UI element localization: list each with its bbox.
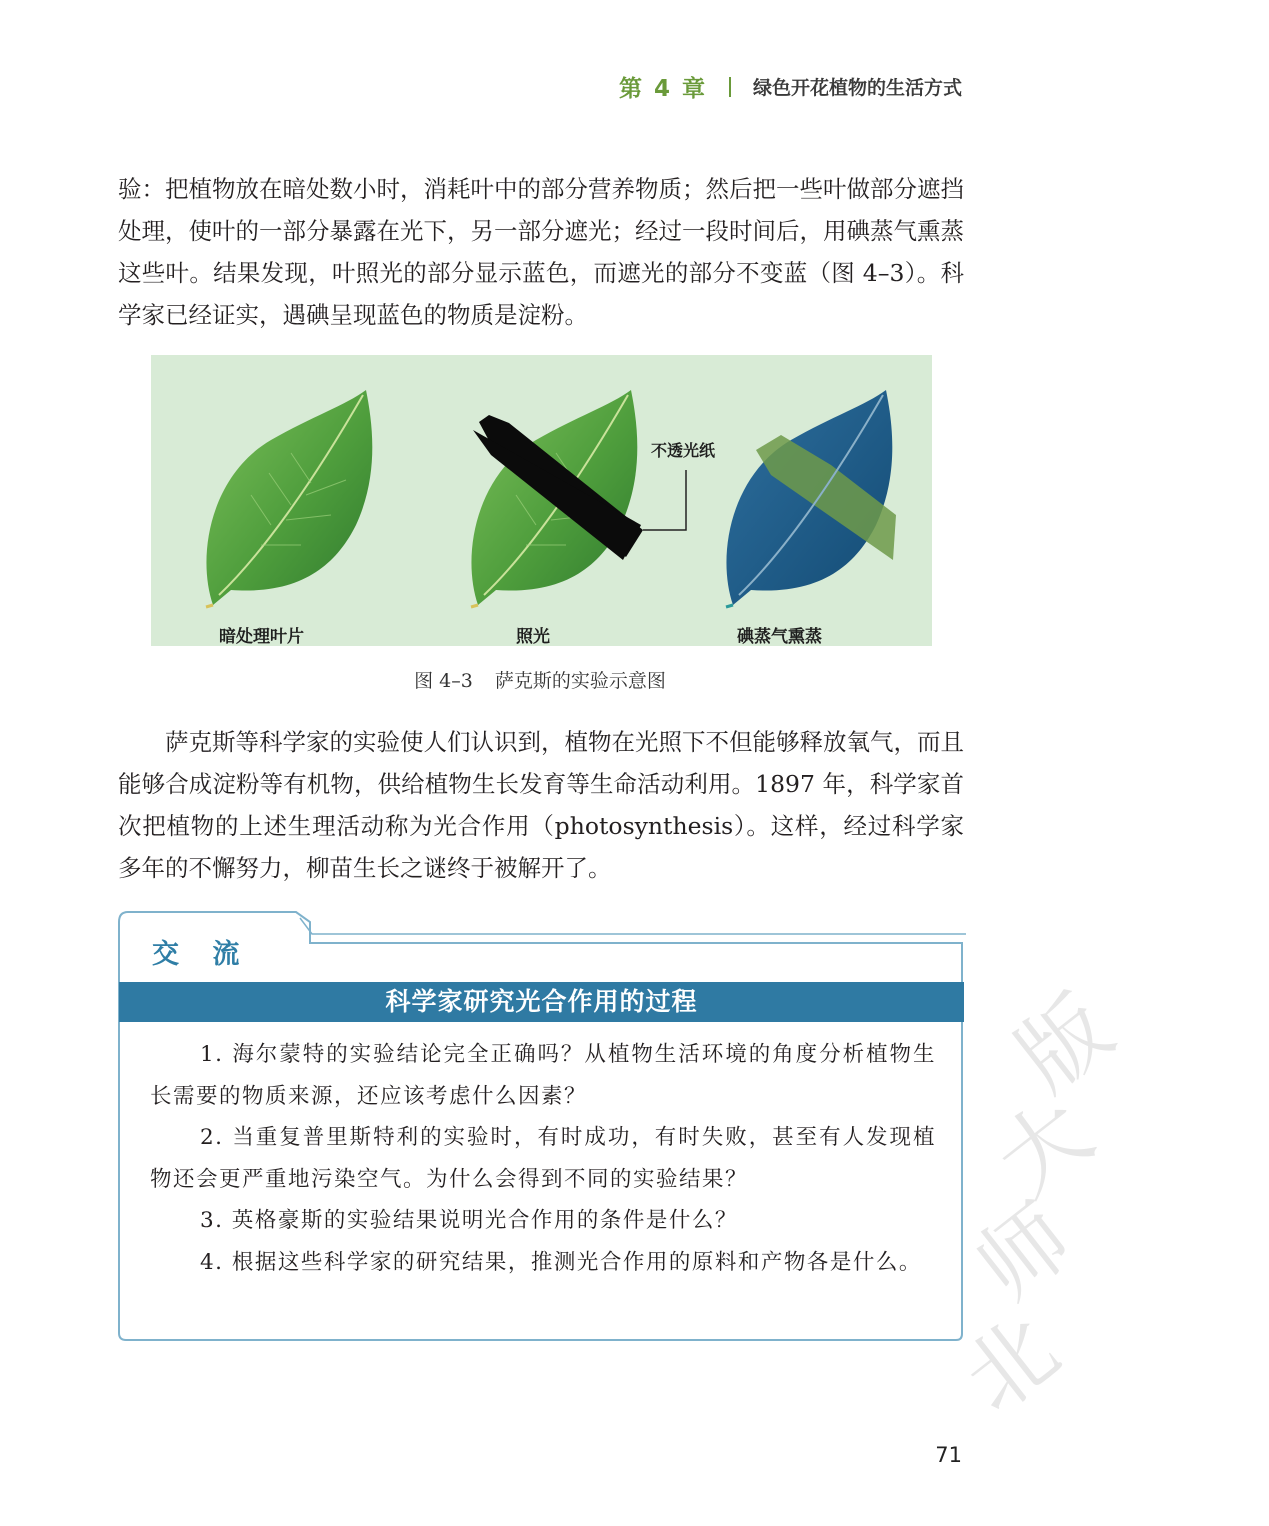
page-number: 71 bbox=[935, 1443, 962, 1467]
question-item: 1. 海尔蒙特的实验结论完全正确吗？从植物生活环境的角度分析植物生长需要的物质来源，还应该考虑什么因素？ bbox=[150, 1042, 936, 1109]
body-paragraph-2: 萨克斯等科学家的实验使人们认识到，植物在光照下不但能够释放氧气，而且能够合成淀粉等有机物，供给植物生长发育等生命活动利用。1897 年，科学家首次把植物的上述生理活动称为光合作用（photosynthesis）。这样，经过科学家多年的不懈努力，柳苗生长之谜终于被解开了。 bbox=[118, 728, 964, 882]
caption-text: 萨克斯的实验示意图 bbox=[494, 670, 666, 692]
caption-number: 图 4–3 bbox=[414, 670, 473, 692]
exchange-title: 交 流 bbox=[152, 939, 252, 970]
opaque-paper-label: 不透光纸 bbox=[651, 441, 716, 460]
label-iodine: 碘蒸气熏蒸 bbox=[737, 627, 822, 647]
question-item: 3. 英格豪斯的实验结果说明光合作用的条件是什么？ bbox=[200, 1208, 738, 1233]
exchange-heading: 科学家研究光合作用的过程 bbox=[119, 982, 964, 1022]
chapter-title: 绿色开花植物的生活方式 bbox=[752, 77, 962, 99]
question-item: 4. 根据这些科学家的研究结果，推测光合作用的原料和产物各是什么。 bbox=[200, 1249, 922, 1275]
label-light: 照光 bbox=[516, 627, 550, 647]
body-paragraph-1: 验：把植物放在暗处数小时，消耗叶中的部分营养物质；然后把一些叶做部分遮挡处理，使叶的一部分暴露在光下，另一部分遮光；经过一段时间后，用碘蒸气熏蒸这些叶。结果发现，叶照光的部分显示蓝色，而遮光的部分不变蓝（图 4–3）。科学家已经证实，遇碘呈现蓝色的物质是淀粉。 bbox=[118, 175, 964, 329]
question-item: 2. 当重复普里斯特利的实验时，有时成功，有时失败，甚至有人发现植物还会更严重地污染空气。为什么会得到不同的实验结果？ bbox=[150, 1125, 936, 1192]
chapter-number: 第 4 章 bbox=[618, 76, 707, 102]
label-dark-treated: 暗处理叶片 bbox=[219, 627, 304, 647]
publisher-watermark: 北 师 大 版 bbox=[944, 975, 1131, 1432]
question-list bbox=[150, 1034, 936, 1283]
